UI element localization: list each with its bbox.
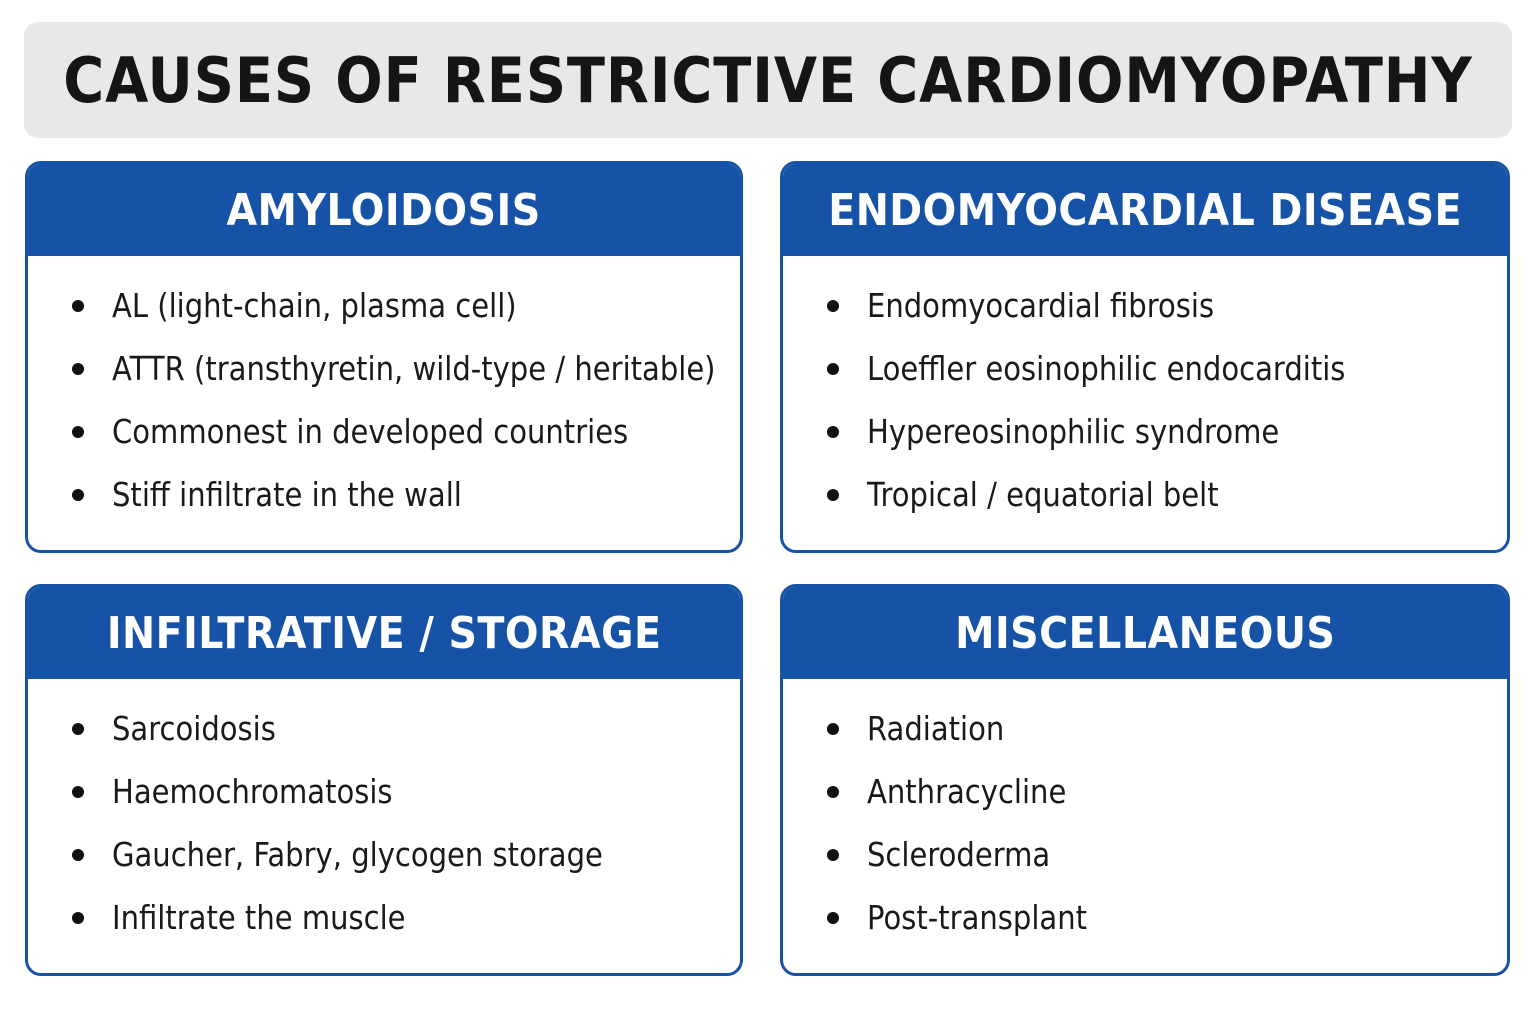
list-item xyxy=(783,760,1507,823)
list-item xyxy=(783,886,1507,949)
cause-list xyxy=(28,256,740,526)
bullet-icon xyxy=(827,912,839,924)
bullet-icon xyxy=(827,786,839,798)
list-item-text: Commonest in developed countries xyxy=(112,412,629,451)
card-heading: MISCELLANEOUS xyxy=(954,607,1336,659)
cause-list xyxy=(28,679,740,949)
bullet-icon xyxy=(72,363,84,375)
list-item-text: Endomyocardial fibrosis xyxy=(867,286,1215,325)
list-item xyxy=(783,463,1507,526)
list-item xyxy=(28,400,740,463)
list-item-text: Loeffler eosinophilic endocarditis xyxy=(867,349,1346,388)
list-item-text: Hypereosinophilic syndrome xyxy=(867,412,1280,451)
list-item xyxy=(28,823,740,886)
bullet-icon xyxy=(72,723,84,735)
card-heading: ENDOMYOCARDIAL DISEASE xyxy=(828,184,1462,236)
bullet-icon xyxy=(827,849,839,861)
list-item-text: Tropical / equatorial belt xyxy=(867,475,1219,514)
cause-list xyxy=(783,256,1507,526)
list-item-text: Anthracycline xyxy=(867,772,1067,811)
bullet-icon xyxy=(827,426,839,438)
bullet-icon xyxy=(72,489,84,501)
card-heading: INFILTRATIVE / STORAGE xyxy=(106,607,662,659)
bullet-icon xyxy=(72,786,84,798)
list-item xyxy=(28,463,740,526)
list-item-text: Infiltrate the muscle xyxy=(112,898,406,937)
list-item-text: Stiff infiltrate in the wall xyxy=(112,475,462,514)
list-item-text: Scleroderma xyxy=(867,835,1051,874)
card-header xyxy=(783,164,1507,256)
card-heading: AMYLOIDOSIS xyxy=(226,184,542,236)
list-item xyxy=(783,697,1507,760)
list-item-text: AL (light-chain, plasma cell) xyxy=(112,286,517,325)
bullet-icon xyxy=(827,363,839,375)
list-item xyxy=(28,337,740,400)
bullet-icon xyxy=(827,489,839,501)
list-item xyxy=(783,400,1507,463)
bullet-icon xyxy=(827,300,839,312)
list-item xyxy=(28,274,740,337)
list-item-text: ATTR (transthyretin, wild-type / heritable) xyxy=(112,349,716,388)
bullet-icon xyxy=(72,426,84,438)
list-item-text: Radiation xyxy=(867,709,1005,748)
card-header xyxy=(783,587,1507,679)
bullet-icon xyxy=(72,300,84,312)
list-item xyxy=(28,886,740,949)
list-item xyxy=(783,274,1507,337)
list-item xyxy=(28,760,740,823)
card-header xyxy=(28,164,740,256)
list-item xyxy=(783,337,1507,400)
bullet-icon xyxy=(72,912,84,924)
bullet-icon xyxy=(827,723,839,735)
card-header xyxy=(28,587,740,679)
bullet-icon xyxy=(72,849,84,861)
page-title: CAUSES OF RESTRICTIVE CARDIOMYOPATHY xyxy=(63,43,1473,117)
category-card-infiltrative-storage xyxy=(25,584,743,976)
list-item-text: Sarcoidosis xyxy=(112,709,276,748)
list-item xyxy=(783,823,1507,886)
list-item-text: Gaucher, Fabry, glycogen storage xyxy=(112,835,603,874)
list-item xyxy=(28,697,740,760)
category-card-amyloidosis xyxy=(25,161,743,553)
list-item-text: Post-transplant xyxy=(867,898,1087,937)
cause-list xyxy=(783,679,1507,949)
title-banner xyxy=(24,22,1512,138)
category-card-endomyocardial-disease xyxy=(780,161,1510,553)
list-item-text: Haemochromatosis xyxy=(112,772,393,811)
category-card-miscellaneous xyxy=(780,584,1510,976)
